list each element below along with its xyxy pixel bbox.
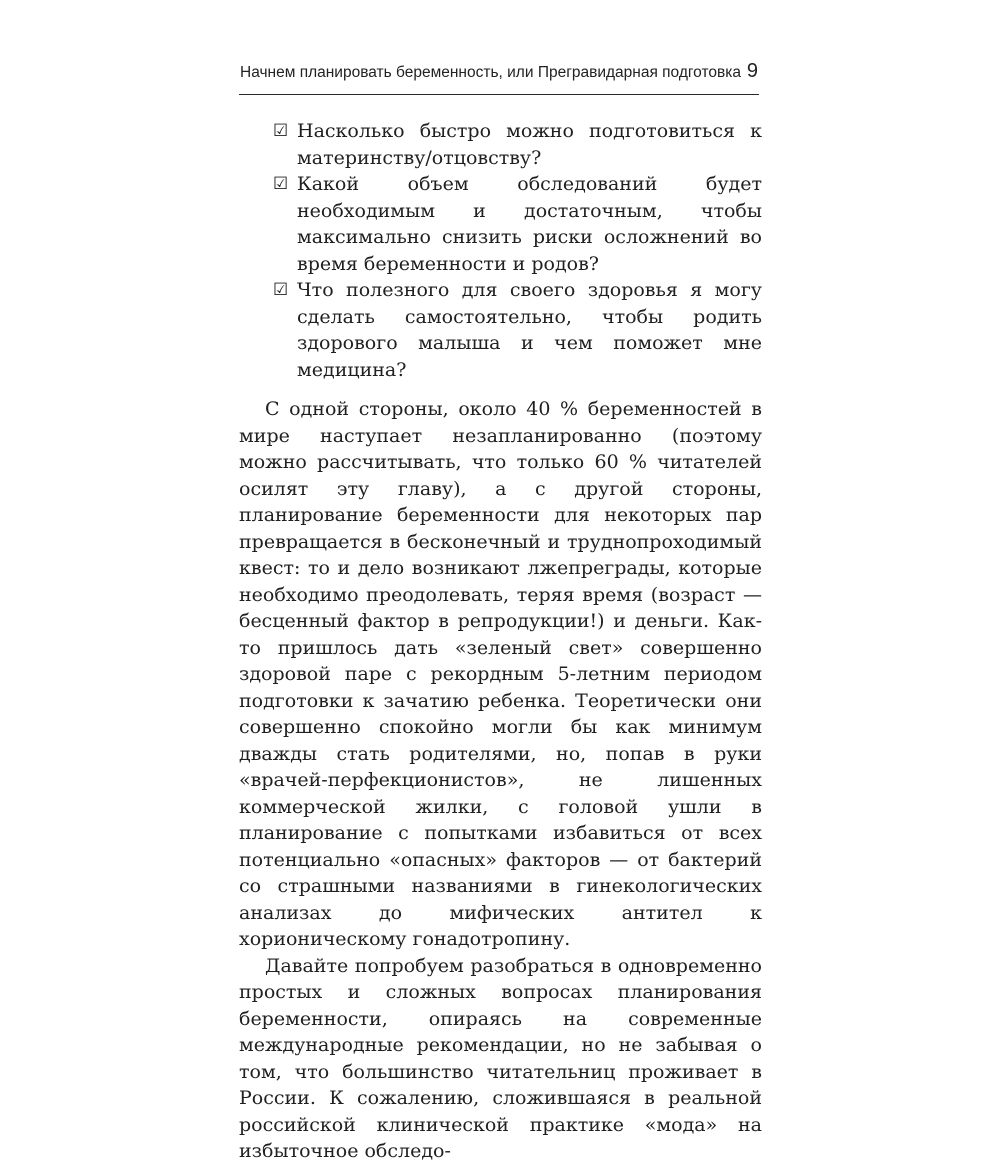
running-header (239, 60, 759, 95)
checkbox-checked-icon: ☑ (273, 280, 289, 300)
running-title: Начнем планировать беременность, или Прегравидарная подготовка (240, 64, 741, 81)
checklist-item (239, 277, 762, 383)
page-body (239, 118, 762, 1165)
checklist-item-text: Какой объем обследований будет необходимым и достаточным, чтобы максимально снизить риски осложнений во время беременности и родов? (297, 173, 762, 275)
checklist-item-text: Что полезного для своего здоровья я могу сделать самостоятельно, чтобы родить здорового малыша и чем поможет мне медицина? (297, 279, 762, 381)
question-checklist (239, 118, 762, 383)
checkbox-checked-icon: ☑ (273, 121, 289, 141)
checklist-item (239, 171, 762, 277)
checkbox-checked-icon: ☑ (273, 174, 289, 194)
body-paragraph: С одной стороны, около 40 % беременностей в мире наступает незапланированно (поэтому можно рассчитывать, что только 60 % читателей осилят эту главу), а с другой стороны, планирование беременности для некоторых пар превращается в бесконечный и труднопроходимый квест: то и дело возникают лжепреграды, которые необходимо преодолевать, теряя время (возраст — бесценный фактор в репродукции!) и деньги. Как-то пришлось дать «зеленый свет» совершенно здоровой паре с рекордным 5-летним периодом подготовки к зачатию ребенка. Теоретически они совершенно спокойно могли бы как минимум дважды стать родителями, но, попав в руки «врачей-перфекционистов», не лишенных коммерческой жилки, с головой ушли в планирование с попытками избавиться от всех потенциально «опасных» факторов — от бактерий со страшными названиями в гинекологических анализах до мифических антител к хорионическому гонадотропину. (239, 398, 762, 950)
checklist-item-text: Насколько быстро можно подготовиться к материнству/отцовству? (297, 120, 762, 169)
body-paragraph: Давайте попробуем разобраться в одновременно простых и сложных вопросах планирования беременности, опираясь на современные международные рекомендации, но не забывая о том, что большинство читательниц проживает в России. К сожалению, сложившаяся в реальной российской клинической практике «мода» на избыточное обследо- (239, 954, 762, 1162)
checklist-item (239, 118, 762, 171)
page-number: 9 (746, 60, 758, 82)
